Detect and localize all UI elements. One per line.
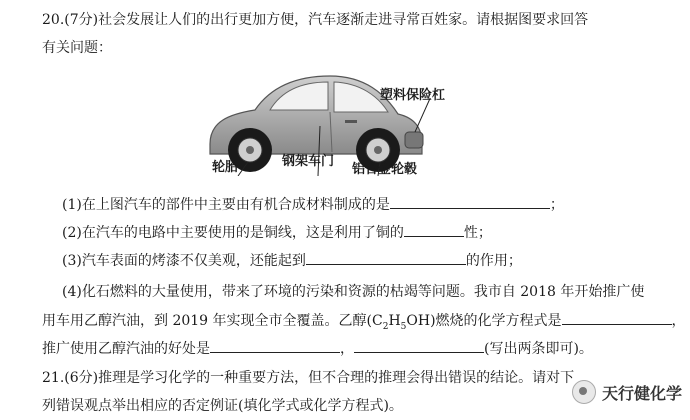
q20-sub1: (1)在上图汽车的部件中主要由有机合成材料制成的是 ； bbox=[62, 194, 564, 215]
wechat-icon bbox=[572, 380, 596, 404]
label-door: 钢架车门 bbox=[282, 154, 335, 169]
answer-blank[interactable] bbox=[390, 194, 550, 209]
answer-blank[interactable] bbox=[404, 222, 464, 237]
watermark bbox=[572, 380, 682, 404]
q20-sub4-line1: (4)化石燃料的大量使用，带来了环境的污染和资源的枯竭等问题。我市自 2018 年开始推广使 bbox=[62, 284, 645, 300]
q20-sub4-line2: 用车用乙醇汽油，到 2019 年实现全市全覆盖。乙醇$(C_2H_5OH)$燃烧的化学方程式是 ， bbox=[42, 310, 686, 337]
q20-sub2: (2)在汽车的电路中主要使用的是铜线，这是利用了铜的 性； bbox=[62, 222, 492, 243]
q20-intro-line2: 有关问题： bbox=[42, 40, 112, 56]
q20-intro-line1: 20.(7分)社会发展让人们的出行更加方便，汽车逐渐走进寻常百姓家。请根据图要求回答 bbox=[42, 12, 589, 28]
answer-blank[interactable] bbox=[354, 338, 484, 353]
q21-line1: 21.(6分)推理是学习化学的一种重要方法，但不合理的推理会得出错误的结论。请对下 bbox=[42, 370, 575, 386]
q20-sub4-line3: 推广使用乙醇汽油的好处是 ， (写出两条即可)。 bbox=[42, 338, 593, 359]
answer-blank[interactable] bbox=[210, 338, 340, 353]
q21-line2: 列错误观点举出相应的否定例证(填化学式或化学方程式)。 bbox=[42, 398, 403, 414]
label-wheel-hub: 铝合金轮毂 bbox=[352, 162, 418, 177]
label-bumper: 塑料保险杠 bbox=[380, 88, 446, 103]
q20-sub3: (3)汽车表面的烤漆不仅美观，还能起到 的作用； bbox=[62, 250, 522, 271]
answer-blank[interactable] bbox=[306, 250, 466, 265]
answer-blank[interactable] bbox=[562, 310, 672, 325]
watermark-text: 天行健化学 bbox=[601, 383, 682, 403]
label-tire: 轮胎 bbox=[212, 160, 239, 175]
